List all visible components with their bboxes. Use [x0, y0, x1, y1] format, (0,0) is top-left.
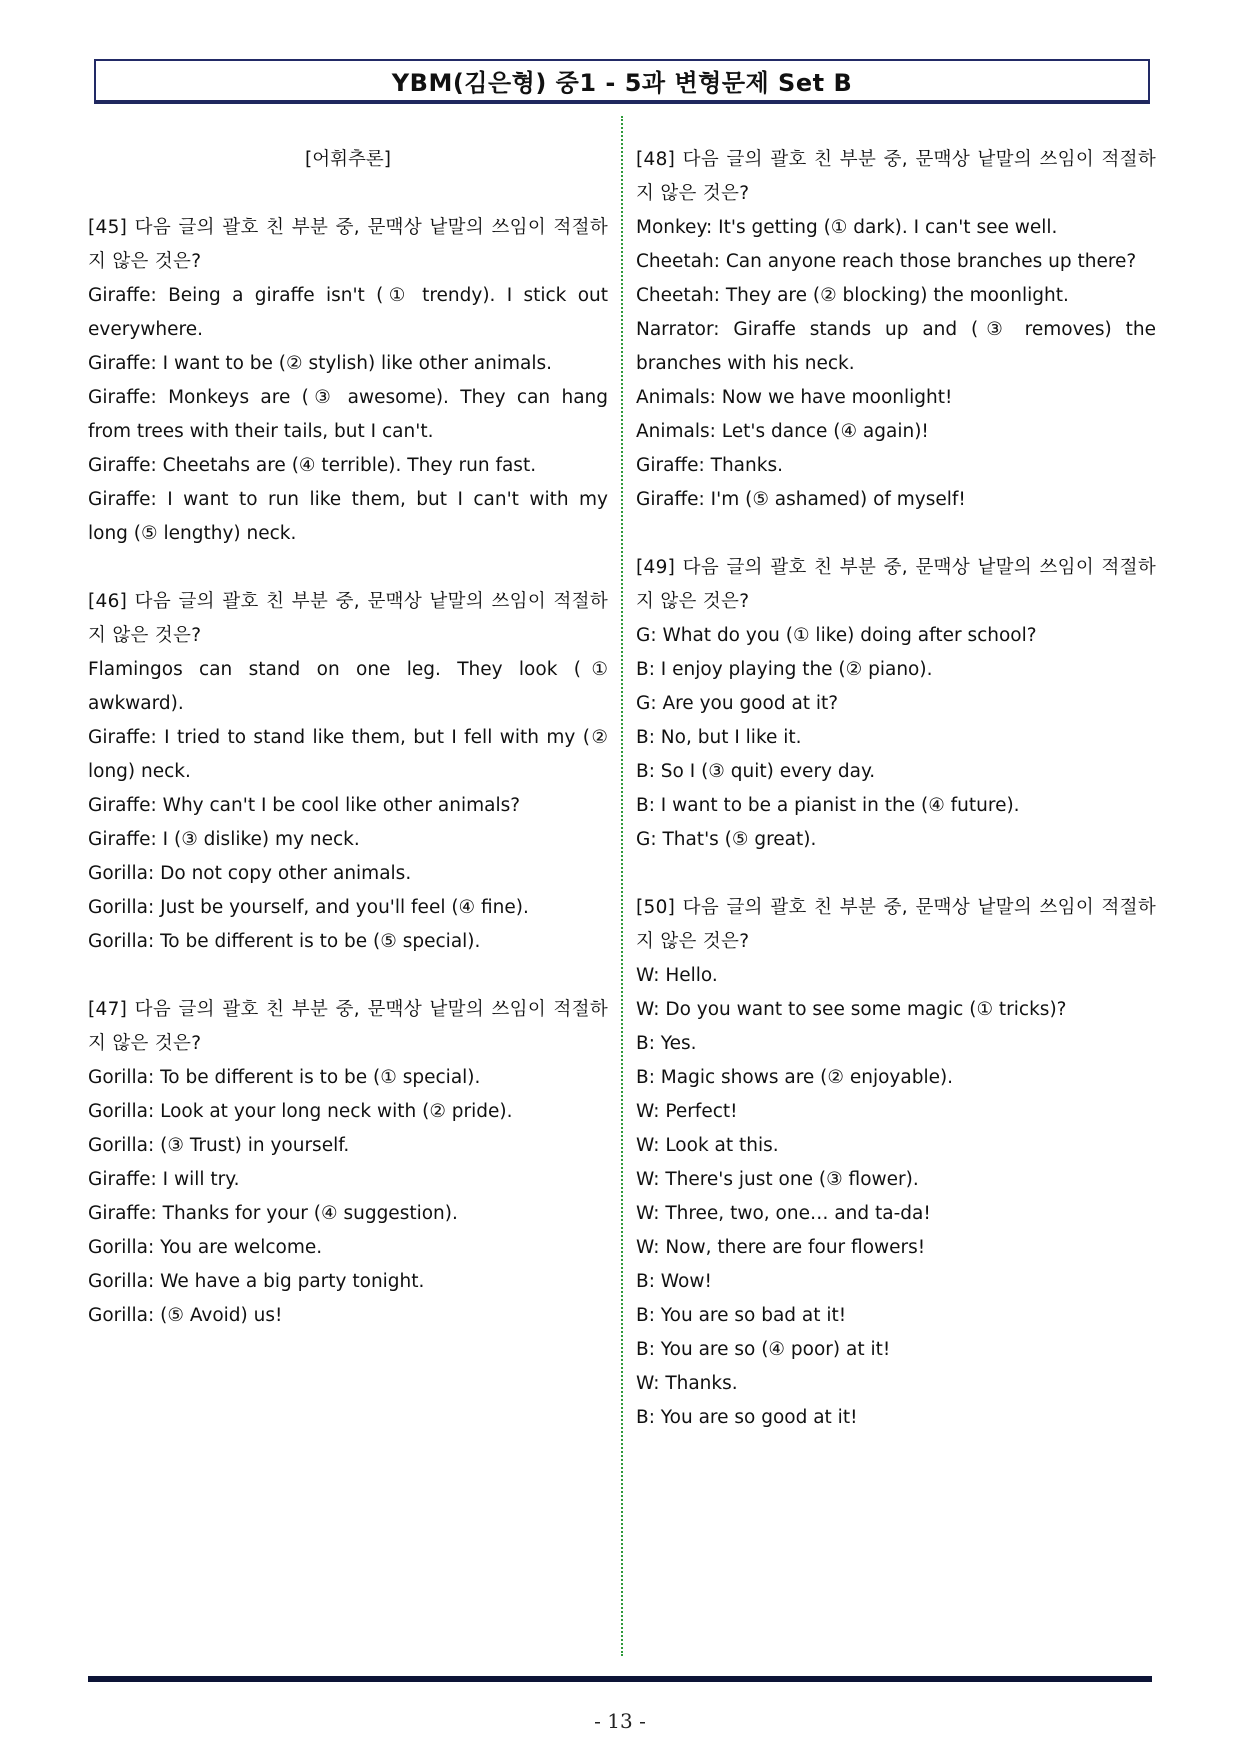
passage-line: B: I want to be a pianist in the (④ future). — [636, 795, 1020, 816]
passage-line: B: Magic shows are (② enjoyable). — [636, 1067, 954, 1088]
question-50 — [636, 891, 1156, 1435]
question-prompt: [45] 다음 글의 괄호 친 부분 중, 문맥상 낱말의 쓰임이 적절하 — [88, 217, 608, 238]
page-title-box — [94, 59, 1150, 104]
passage-line: Cheetah: They are (② blocking) the moonlight. — [636, 285, 1069, 306]
question-prompt: 지 않은 것은? — [636, 931, 750, 952]
passage-line: W: Hello. — [636, 965, 718, 986]
passage-line: Giraffe: I will try. — [88, 1169, 240, 1190]
passage-line: B: So I (③ quit) every day. — [636, 761, 876, 782]
passage-line: Gorilla: (③ Trust) in yourself. — [88, 1135, 350, 1156]
passage-line: Gorilla: Look at your long neck with (② pride). — [88, 1101, 513, 1122]
passage-line: B: You are so (④ poor) at it! — [636, 1339, 891, 1360]
passage-line: W: Perfect! — [636, 1101, 738, 1122]
passage-line: Giraffe: I want to run like them, but I can't with my — [88, 489, 608, 510]
passage-line: Narrator: Giraffe stands up and (③ removes) the — [636, 319, 1156, 340]
question-prompt: [46] 다음 글의 괄호 친 부분 중, 문맥상 낱말의 쓰임이 적절하 — [88, 591, 608, 612]
question-prompt: 지 않은 것은? — [636, 183, 750, 204]
passage-line: G: What do you (① like) doing after school? — [636, 625, 1037, 646]
passage-line: awkward). — [88, 693, 184, 714]
passage-line: Gorilla: You are welcome. — [88, 1237, 323, 1258]
passage-line: B: I enjoy playing the (② piano). — [636, 659, 933, 680]
question-prompt: [50] 다음 글의 괄호 친 부분 중, 문맥상 낱말의 쓰임이 적절하 — [636, 897, 1156, 918]
passage-line: W: Look at this. — [636, 1135, 779, 1156]
question-48 — [636, 143, 1156, 517]
question-46 — [88, 585, 608, 959]
right-column — [636, 143, 1156, 1469]
passage-line: Giraffe: Why can't I be cool like other animals? — [88, 795, 521, 816]
passage-line: W: Thanks. — [636, 1373, 738, 1394]
left-column — [88, 143, 608, 1367]
section-heading: [어휘추론] — [305, 149, 391, 170]
question-prompt: [49] 다음 글의 괄호 친 부분 중, 문맥상 낱말의 쓰임이 적절하 — [636, 557, 1156, 578]
passage-line: B: You are so good at it! — [636, 1407, 858, 1428]
passage-line: B: Wow! — [636, 1271, 712, 1292]
footer-rule — [88, 1676, 1152, 1682]
passage-line: B: Yes. — [636, 1033, 697, 1054]
question-prompt: [48] 다음 글의 괄호 친 부분 중, 문맥상 낱말의 쓰임이 적절하 — [636, 149, 1156, 170]
passage-line: Monkey: It's getting (① dark). I can't see well. — [636, 217, 1058, 238]
passage-line: Gorilla: (⑤ Avoid) us! — [88, 1305, 283, 1326]
passage-line: Gorilla: To be different is to be (⑤ special). — [88, 931, 481, 952]
passage-line: B: No, but I like it. — [636, 727, 802, 748]
passage-line: Giraffe: I (③ dislike) my neck. — [88, 829, 360, 850]
column-divider — [621, 116, 623, 1656]
page-title: YBM(김은형) 중1 - 5과 변형문제 Set B — [391, 69, 853, 97]
question-49 — [636, 551, 1156, 857]
passage-line: Giraffe: Cheetahs are (④ terrible). They run fast. — [88, 455, 537, 476]
passage-line: W: Three, two, one… and ta-da! — [636, 1203, 931, 1224]
passage-line: Giraffe: Being a giraffe isn't (① trendy). I stick out — [88, 285, 608, 306]
passage-line: Cheetah: Can anyone reach those branches up there? — [636, 251, 1137, 272]
question-prompt: 지 않은 것은? — [88, 625, 202, 646]
passage-line: Animals: Let's dance (④ again)! — [636, 421, 929, 442]
passage-line: Giraffe: I want to be (② stylish) like other animals. — [88, 353, 553, 374]
passage-line: W: Now, there are four flowers! — [636, 1237, 926, 1258]
question-prompt: 지 않은 것은? — [636, 591, 750, 612]
passage-line: B: You are so bad at it! — [636, 1305, 847, 1326]
passage-line: G: Are you good at it? — [636, 693, 839, 714]
passage-line: G: That's (⑤ great). — [636, 829, 817, 850]
passage-line: Giraffe: Thanks for your (④ suggestion). — [88, 1203, 458, 1224]
passage-line: Giraffe: Thanks. — [636, 455, 783, 476]
passage-line: long (⑤ lengthy) neck. — [88, 523, 297, 544]
question-prompt: 지 않은 것은? — [88, 251, 202, 272]
question-47 — [88, 993, 608, 1333]
passage-line: from trees with their tails, but I can't. — [88, 421, 434, 442]
passage-line: Giraffe: I'm (⑤ ashamed) of myself! — [636, 489, 966, 510]
passage-line: W: There's just one (③ flower). — [636, 1169, 919, 1190]
passage-line: Giraffe: I tried to stand like them, but I fell with my (② — [88, 727, 608, 748]
question-prompt: 지 않은 것은? — [88, 1033, 202, 1054]
passage-line: Animals: Now we have moonlight! — [636, 387, 953, 408]
passage-line: Gorilla: Do not copy other animals. — [88, 863, 412, 884]
passage-line: everywhere. — [88, 319, 203, 340]
passage-line: Gorilla: Just be yourself, and you'll feel (④ fine). — [88, 897, 529, 918]
page-number: - 13 - — [594, 1709, 646, 1733]
passage-line: Gorilla: We have a big party tonight. — [88, 1271, 425, 1292]
passage-line: Giraffe: Monkeys are (③ awesome). They can hang — [88, 387, 608, 408]
passage-line: long) neck. — [88, 761, 191, 782]
passage-line: branches with his neck. — [636, 353, 855, 374]
question-45 — [88, 211, 608, 551]
question-prompt: [47] 다음 글의 괄호 친 부분 중, 문맥상 낱말의 쓰임이 적절하 — [88, 999, 608, 1020]
passage-line: W: Do you want to see some magic (① tricks)? — [636, 999, 1067, 1020]
passage-line: Gorilla: To be different is to be (① special). — [88, 1067, 481, 1088]
passage-line: Flamingos can stand on one leg. They look (① — [88, 659, 608, 680]
